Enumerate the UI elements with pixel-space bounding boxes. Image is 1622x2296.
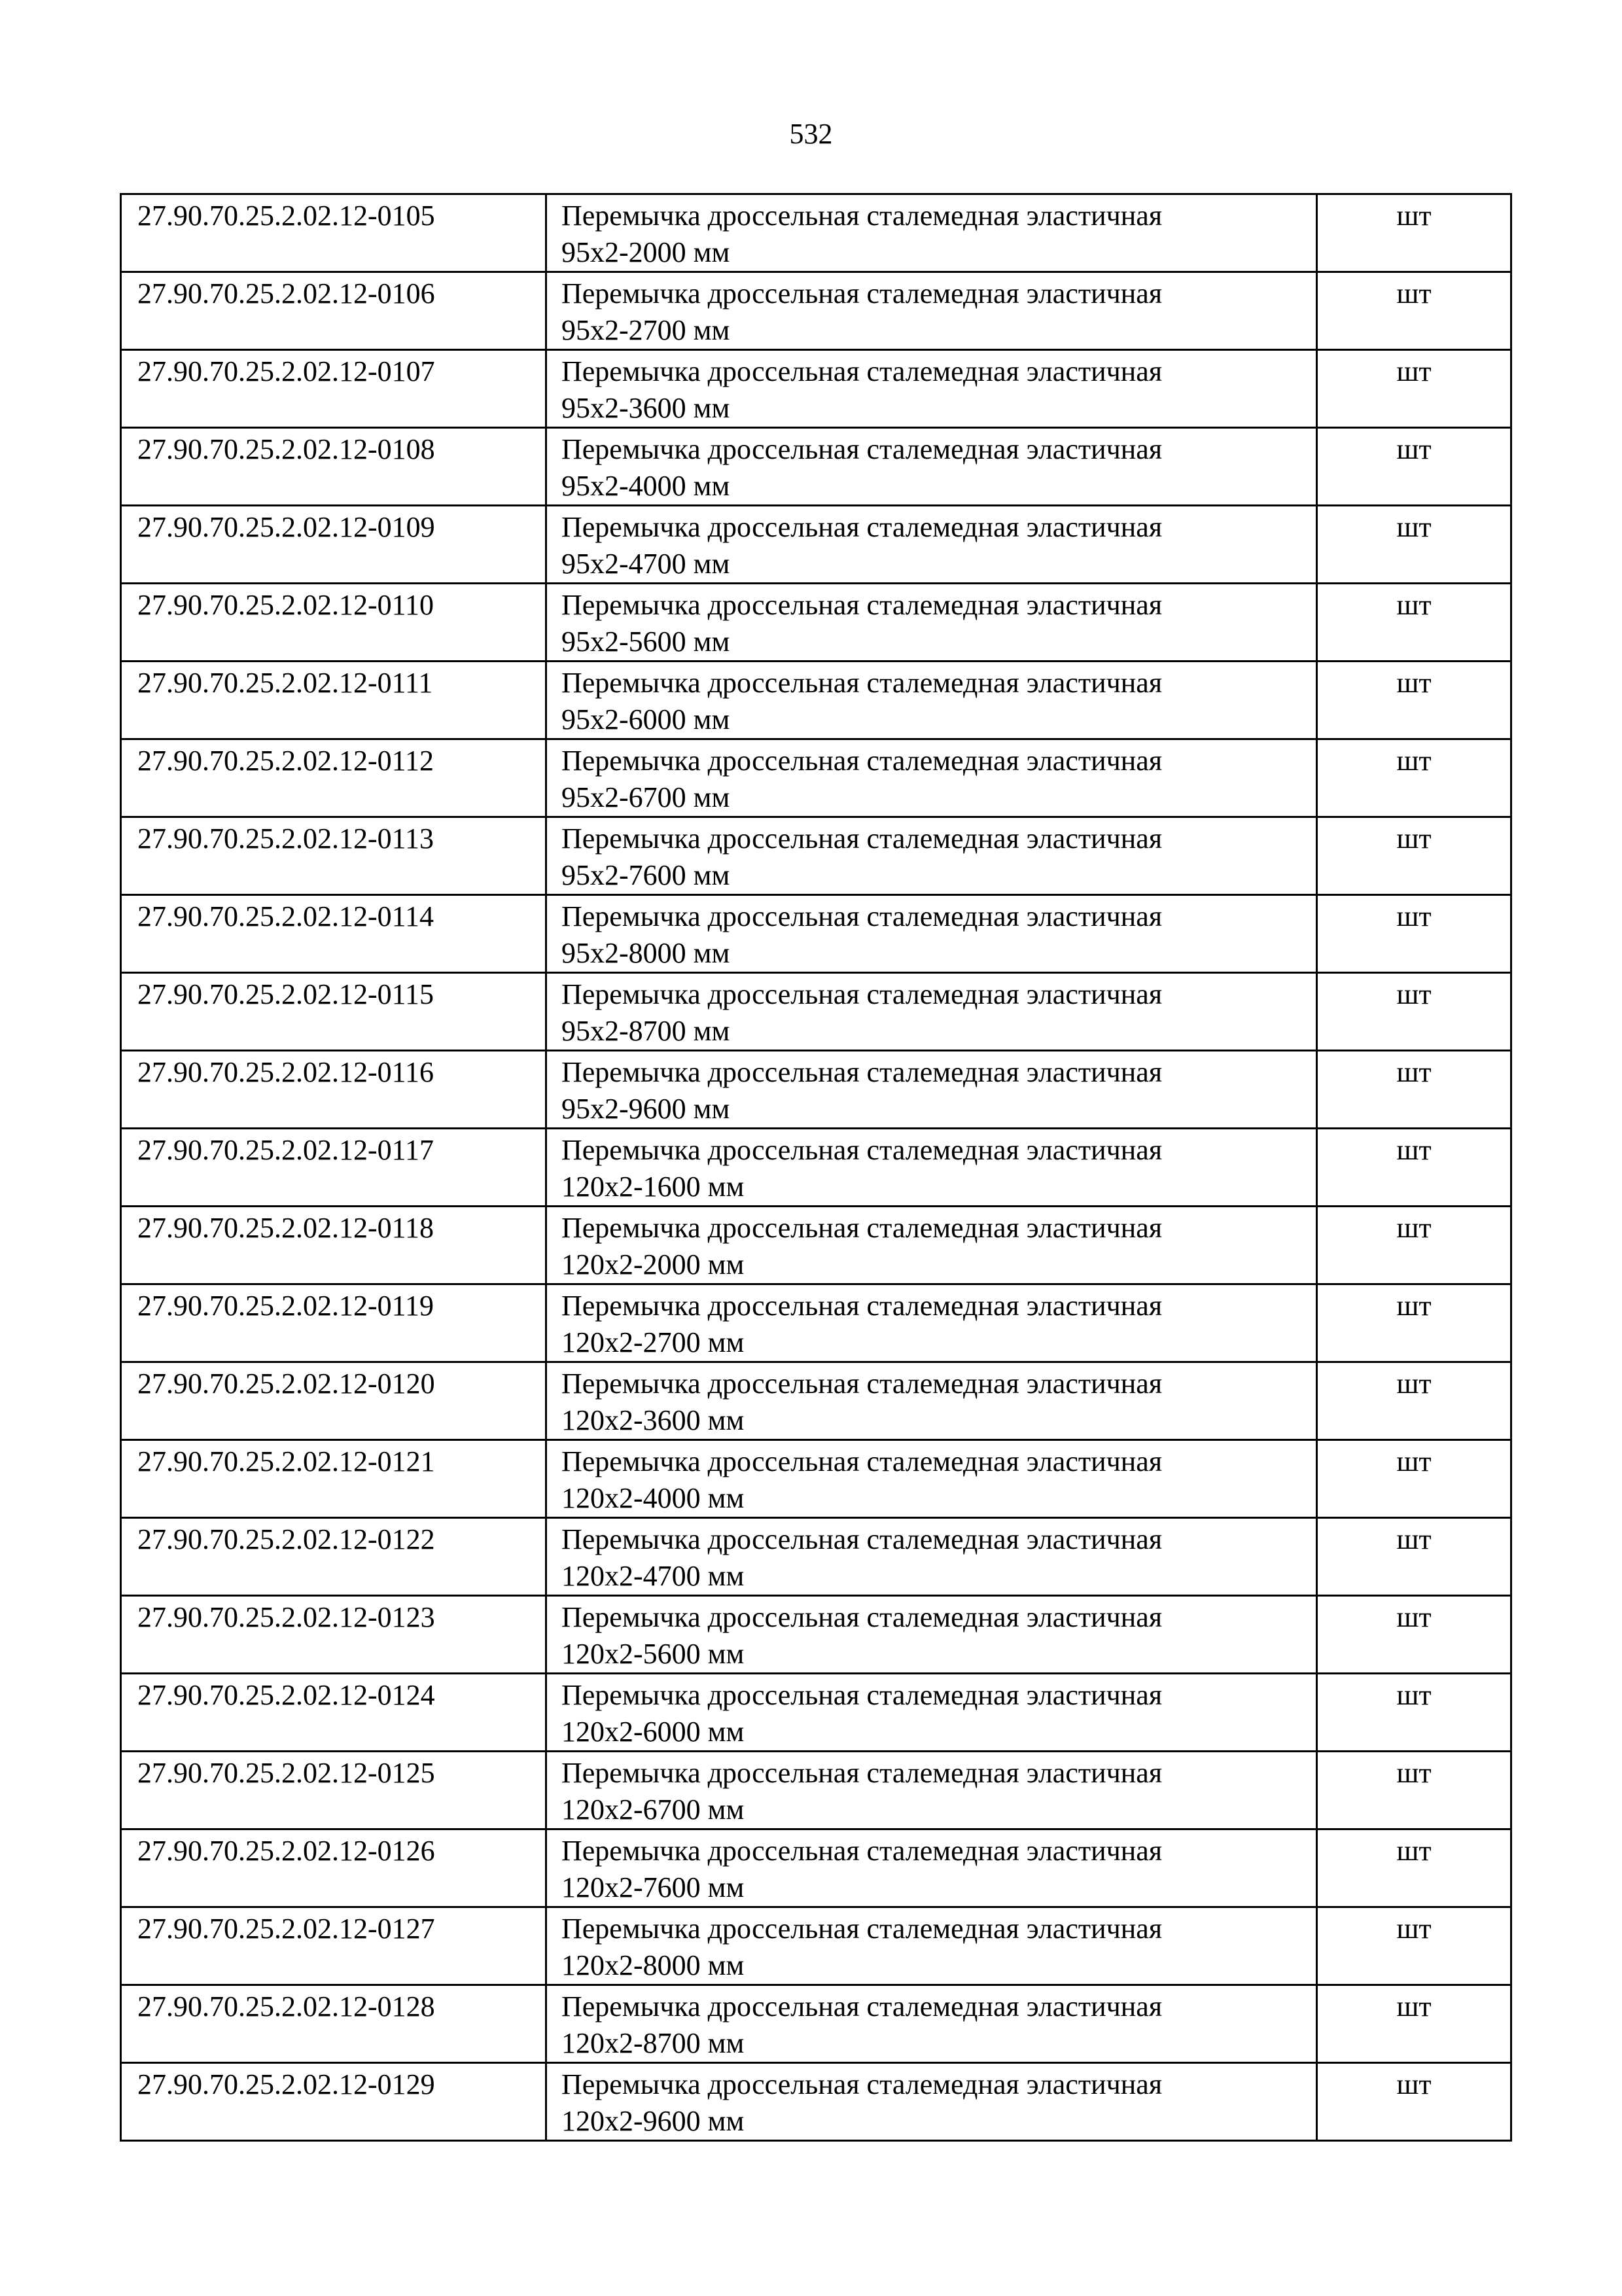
item-name	[546, 1752, 1317, 1829]
item-name-line-1: Перемычка дроссельная сталемедная эластичная	[561, 978, 1163, 1010]
item-name-line-2: 120х2-4700 мм	[561, 1560, 745, 1592]
item-name	[546, 1284, 1317, 1362]
table-row	[121, 272, 1511, 350]
item-name	[546, 428, 1317, 506]
item-unit: шт	[1317, 817, 1511, 895]
table-row	[121, 1129, 1511, 1207]
item-code: 27.90.70.25.2.02.12-0109	[121, 506, 546, 584]
item-name-line-1: Перемычка дроссельная сталемедная эластичная	[561, 1913, 1163, 1945]
item-name	[546, 1207, 1317, 1284]
item-unit: шт	[1317, 1129, 1511, 1207]
item-code: 27.90.70.25.2.02.12-0122	[121, 1518, 546, 1596]
catalog-table-body	[121, 194, 1511, 2141]
item-name-line-1: Перемычка дроссельная сталемедная эластичная	[561, 1990, 1163, 2022]
item-name	[546, 739, 1317, 817]
table-row	[121, 1284, 1511, 1362]
item-name	[546, 1907, 1317, 1985]
item-name	[546, 2063, 1317, 2141]
item-name-line-1: Перемычка дроссельная сталемедная эластичная	[561, 277, 1163, 309]
item-unit: шт	[1317, 1518, 1511, 1596]
item-code: 27.90.70.25.2.02.12-0106	[121, 272, 546, 350]
item-name-line-2: 120х2-8000 мм	[561, 1949, 745, 1981]
item-unit: шт	[1317, 1907, 1511, 1985]
item-name-line-2: 95х2-6700 мм	[561, 781, 730, 813]
item-name	[546, 1596, 1317, 1674]
table-row	[121, 1051, 1511, 1129]
item-unit: шт	[1317, 973, 1511, 1051]
item-name-line-1: Перемычка дроссельная сталемедная эластичная	[561, 1601, 1163, 1633]
item-unit: шт	[1317, 194, 1511, 272]
item-unit: шт	[1317, 739, 1511, 817]
item-code: 27.90.70.25.2.02.12-0119	[121, 1284, 546, 1362]
item-name-line-1: Перемычка дроссельная сталемедная эластичная	[561, 1679, 1163, 1711]
item-name-line-2: 95х2-7600 мм	[561, 859, 730, 891]
item-name-line-2: 120х2-2000 мм	[561, 1248, 745, 1280]
page-number: 532	[789, 118, 833, 150]
item-name-line-1: Перемычка дроссельная сталемедная эластичная	[561, 355, 1163, 387]
item-code: 27.90.70.25.2.02.12-0111	[121, 662, 546, 739]
item-name-line-2: 95х2-5600 мм	[561, 626, 730, 658]
item-name	[546, 1985, 1317, 2063]
item-code: 27.90.70.25.2.02.12-0118	[121, 1207, 546, 1284]
item-name-line-1: Перемычка дроссельная сталемедная эластичная	[561, 1368, 1163, 1400]
item-unit: шт	[1317, 1362, 1511, 1440]
item-code: 27.90.70.25.2.02.12-0128	[121, 1985, 546, 2063]
table-row	[121, 739, 1511, 817]
item-code: 27.90.70.25.2.02.12-0116	[121, 1051, 546, 1129]
table-row	[121, 1674, 1511, 1752]
table-row	[121, 2063, 1511, 2141]
item-unit: шт	[1317, 1207, 1511, 1284]
item-code: 27.90.70.25.2.02.12-0107	[121, 350, 546, 428]
item-code: 27.90.70.25.2.02.12-0125	[121, 1752, 546, 1829]
item-name	[546, 1440, 1317, 1518]
item-name-line-2: 95х2-8000 мм	[561, 937, 730, 969]
item-name-line-2: 120х2-5600 мм	[561, 1638, 745, 1670]
item-code: 27.90.70.25.2.02.12-0115	[121, 973, 546, 1051]
item-code: 27.90.70.25.2.02.12-0110	[121, 584, 546, 662]
item-unit: шт	[1317, 2063, 1511, 2141]
item-name	[546, 662, 1317, 739]
item-unit: шт	[1317, 272, 1511, 350]
item-code: 27.90.70.25.2.02.12-0112	[121, 739, 546, 817]
item-unit: шт	[1317, 506, 1511, 584]
item-name-line-1: Перемычка дроссельная сталемедная эластичная	[561, 511, 1163, 543]
item-code: 27.90.70.25.2.02.12-0117	[121, 1129, 546, 1207]
item-unit: шт	[1317, 1752, 1511, 1829]
item-name	[546, 1829, 1317, 1907]
item-name	[546, 817, 1317, 895]
item-name-line-1: Перемычка дроссельная сталемедная эластичная	[561, 1445, 1163, 1477]
table-row	[121, 194, 1511, 272]
item-name	[546, 350, 1317, 428]
item-name-line-2: 120х2-8700 мм	[561, 2027, 745, 2059]
item-name-line-1: Перемычка дроссельная сталемедная эластичная	[561, 667, 1163, 699]
table-row	[121, 1985, 1511, 2063]
item-name	[546, 1051, 1317, 1129]
item-name-line-1: Перемычка дроссельная сталемедная эластичная	[561, 1757, 1163, 1789]
item-name	[546, 194, 1317, 272]
item-name-line-1: Перемычка дроссельная сталемедная эластичная	[561, 1134, 1163, 1166]
item-name-line-2: 120х2-3600 мм	[561, 1404, 745, 1436]
item-name-line-2: 120х2-6000 мм	[561, 1716, 745, 1748]
item-unit: шт	[1317, 1440, 1511, 1518]
item-unit: шт	[1317, 1051, 1511, 1129]
item-name-line-1: Перемычка дроссельная сталемедная эластичная	[561, 822, 1163, 855]
item-unit: шт	[1317, 1985, 1511, 2063]
item-code: 27.90.70.25.2.02.12-0108	[121, 428, 546, 506]
item-name-line-1: Перемычка дроссельная сталемедная эластичная	[561, 433, 1163, 465]
item-code: 27.90.70.25.2.02.12-0126	[121, 1829, 546, 1907]
item-code: 27.90.70.25.2.02.12-0124	[121, 1674, 546, 1752]
table-row	[121, 428, 1511, 506]
table-row	[121, 1596, 1511, 1674]
item-name-line-2: 95х2-3600 мм	[561, 392, 730, 424]
item-name-line-1: Перемычка дроссельная сталемедная эластичная	[561, 2068, 1163, 2100]
table-row	[121, 1752, 1511, 1829]
item-unit: шт	[1317, 1674, 1511, 1752]
table-row	[121, 1207, 1511, 1284]
item-name-line-2: 120х2-2700 мм	[561, 1326, 745, 1358]
item-unit: шт	[1317, 662, 1511, 739]
item-name	[546, 973, 1317, 1051]
item-unit: шт	[1317, 428, 1511, 506]
catalog-table	[120, 193, 1512, 2142]
item-name-line-2: 95х2-9600 мм	[561, 1093, 730, 1125]
item-code: 27.90.70.25.2.02.12-0113	[121, 817, 546, 895]
item-name	[546, 1674, 1317, 1752]
item-name-line-2: 120х2-1600 мм	[561, 1171, 745, 1203]
item-code: 27.90.70.25.2.02.12-0114	[121, 895, 546, 973]
item-name-line-1: Перемычка дроссельная сталемедная эластичная	[561, 1212, 1163, 1244]
item-code: 27.90.70.25.2.02.12-0120	[121, 1362, 546, 1440]
item-name	[546, 1362, 1317, 1440]
item-name-line-1: Перемычка дроссельная сталемедная эластичная	[561, 1056, 1163, 1088]
item-code: 27.90.70.25.2.02.12-0127	[121, 1907, 546, 1985]
table-row	[121, 350, 1511, 428]
table-row	[121, 506, 1511, 584]
item-code: 27.90.70.25.2.02.12-0123	[121, 1596, 546, 1674]
table-row	[121, 895, 1511, 973]
item-name-line-2: 95х2-4700 мм	[561, 548, 730, 580]
item-unit: шт	[1317, 584, 1511, 662]
item-name-line-1: Перемычка дроссельная сталемедная эластичная	[561, 1523, 1163, 1555]
item-name-line-1: Перемычка дроссельная сталемедная эластичная	[561, 900, 1163, 932]
item-unit: шт	[1317, 895, 1511, 973]
item-name-line-1: Перемычка дроссельная сталемедная эластичная	[561, 589, 1163, 621]
item-name-line-2: 120х2-9600 мм	[561, 2105, 745, 2137]
item-unit: шт	[1317, 350, 1511, 428]
table-row	[121, 1907, 1511, 1985]
table-row	[121, 1518, 1511, 1596]
table-row	[121, 1829, 1511, 1907]
item-name-line-2: 120х2-6700 мм	[561, 1793, 745, 1826]
table-row	[121, 662, 1511, 739]
item-code: 27.90.70.25.2.02.12-0129	[121, 2063, 546, 2141]
table-row	[121, 817, 1511, 895]
item-unit: шт	[1317, 1596, 1511, 1674]
item-name-line-2: 120х2-7600 мм	[561, 1871, 745, 1903]
item-name	[546, 1518, 1317, 1596]
table-row	[121, 584, 1511, 662]
item-name-line-1: Перемычка дроссельная сталемедная эластичная	[561, 1835, 1163, 1867]
item-name	[546, 895, 1317, 973]
item-name-line-2: 95х2-2700 мм	[561, 314, 730, 346]
item-name-line-2: 120х2-4000 мм	[561, 1482, 745, 1514]
item-name	[546, 272, 1317, 350]
item-code: 27.90.70.25.2.02.12-0105	[121, 194, 546, 272]
item-unit: шт	[1317, 1829, 1511, 1907]
item-name	[546, 1129, 1317, 1207]
item-name	[546, 584, 1317, 662]
item-name	[546, 506, 1317, 584]
item-name-line-2: 95х2-8700 мм	[561, 1015, 730, 1047]
item-name-line-2: 95х2-4000 мм	[561, 470, 730, 502]
item-name-line-2: 95х2-6000 мм	[561, 703, 730, 735]
item-unit: шт	[1317, 1284, 1511, 1362]
table-row	[121, 1362, 1511, 1440]
item-code: 27.90.70.25.2.02.12-0121	[121, 1440, 546, 1518]
item-name-line-1: Перемычка дроссельная сталемедная эластичная	[561, 745, 1163, 777]
item-name-line-2: 95х2-2000 мм	[561, 236, 730, 268]
item-name-line-1: Перемычка дроссельная сталемедная эластичная	[561, 1290, 1163, 1322]
item-name-line-1: Перемычка дроссельная сталемедная эластичная	[561, 200, 1163, 232]
table-row	[121, 1440, 1511, 1518]
table-row	[121, 973, 1511, 1051]
